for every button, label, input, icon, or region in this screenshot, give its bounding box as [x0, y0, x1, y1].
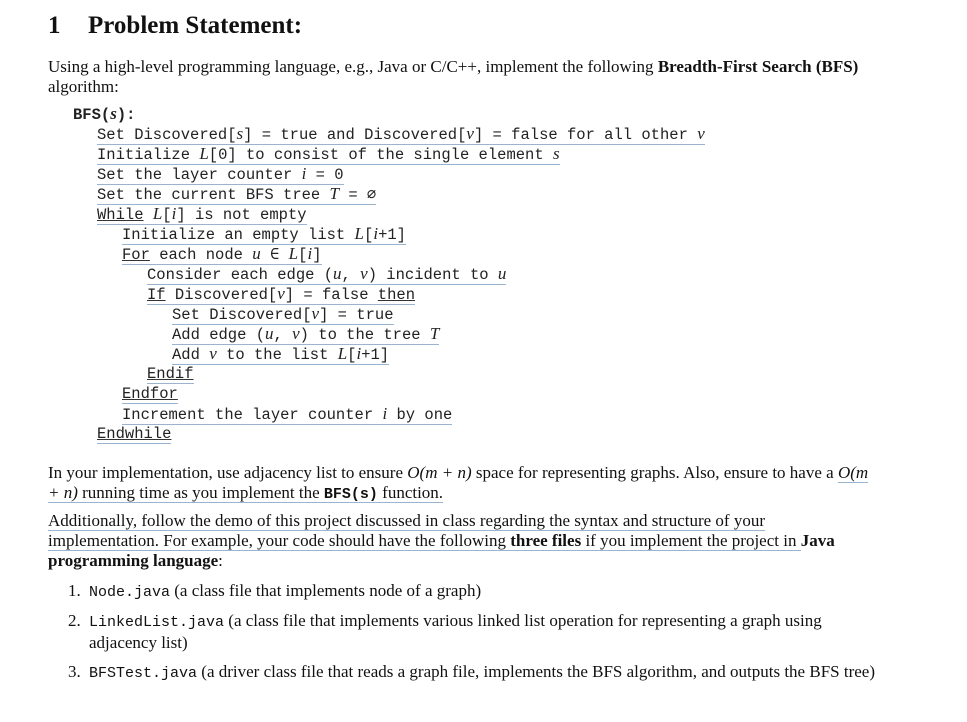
complexity-text-4: function. [377, 483, 444, 502]
list-number: 2. [68, 611, 81, 630]
pseudocode-header: BFS(s): [73, 104, 136, 124]
code-line-5: While L[i] is not empty [97, 204, 307, 224]
code-line-9: If Discovered[v] = false then [147, 284, 416, 304]
bfs-function-name: BFS(s) [323, 486, 378, 503]
file-description: (a driver class file that reads a graph file, implements the BFS algorithm, and outputs the BFS tree) [197, 662, 875, 681]
code-line-14: Endfor [122, 385, 178, 403]
section-title: Problem Statement: [88, 12, 303, 39]
file-description: (a class file that implements various linked list operation for representing a graph using adjacency list) [89, 611, 822, 652]
file-list-item-1 [68, 581, 878, 601]
intro-paragraph [48, 57, 878, 97]
code-line-3: Set the layer counter i = 0 [97, 164, 344, 184]
code-line-10: Set Discovered[v] = true [172, 304, 394, 324]
java-language-bold: Java programming language [48, 531, 835, 570]
code-line-11: Add edge (u, v) to the tree T [172, 324, 440, 344]
intro-text: Using a high-level programming language, e.g., Java or C/C++, implement the following [48, 57, 658, 76]
intro-text-end: algorithm: [48, 77, 119, 96]
complexity-text-3: running time as you implement the [77, 483, 324, 502]
structure-text-1: Additionally, follow the demo of this project discussed in class regarding the syntax and structure of your implementation. For example, your code should have the following [48, 511, 765, 550]
code-line-13: Endif [147, 365, 194, 383]
intro-bold: Breadth-First Search (BFS) [657, 57, 859, 76]
file-description: (a class file that implements node of a graph) [170, 581, 482, 600]
list-number: 3. [68, 662, 81, 681]
complexity-text-2: space for representing graphs. Also, ensure to have a [471, 463, 838, 482]
file-list-item-3 [68, 662, 878, 702]
code-line-4: Set the current BFS tree T = ∅ [97, 184, 377, 204]
space-complexity: O(m + n) [407, 463, 472, 482]
list-number: 1. [68, 581, 81, 600]
complexity-text-1: In your implementation, use adjacency list to ensure [48, 463, 408, 482]
code-line-2: Initialize L[0] to consist of the single element s [97, 144, 560, 164]
code-line-15: Increment the layer counter i by one [122, 404, 453, 424]
file-list-item-2 [68, 611, 878, 651]
section-heading [48, 12, 302, 40]
code-line-8: Consider each edge (u, v) incident to u [147, 264, 507, 284]
structure-text-2: if you implement the project in [581, 531, 801, 550]
file-name: Node.java [89, 584, 171, 601]
code-line-1: Set Discovered[s] = true and Discovered[v] = false for all other v [97, 124, 705, 144]
structure-text-3: : [218, 551, 223, 570]
structure-paragraph [48, 511, 878, 571]
code-line-6: Initialize an empty list L[i+1] [122, 224, 406, 244]
code-line-16: Endwhile [97, 425, 172, 443]
complexity-paragraph [48, 463, 878, 505]
code-line-7: For each node u ∈ L[i] [122, 244, 322, 264]
three-files-bold: three files [510, 531, 582, 550]
file-name: BFSTest.java [89, 665, 198, 682]
section-number: 1 [48, 12, 61, 39]
time-complexity: O(m + n) [48, 463, 869, 502]
code-line-12: Add v to the list L[i+1] [172, 344, 390, 364]
file-name: LinkedList.java [89, 614, 225, 631]
